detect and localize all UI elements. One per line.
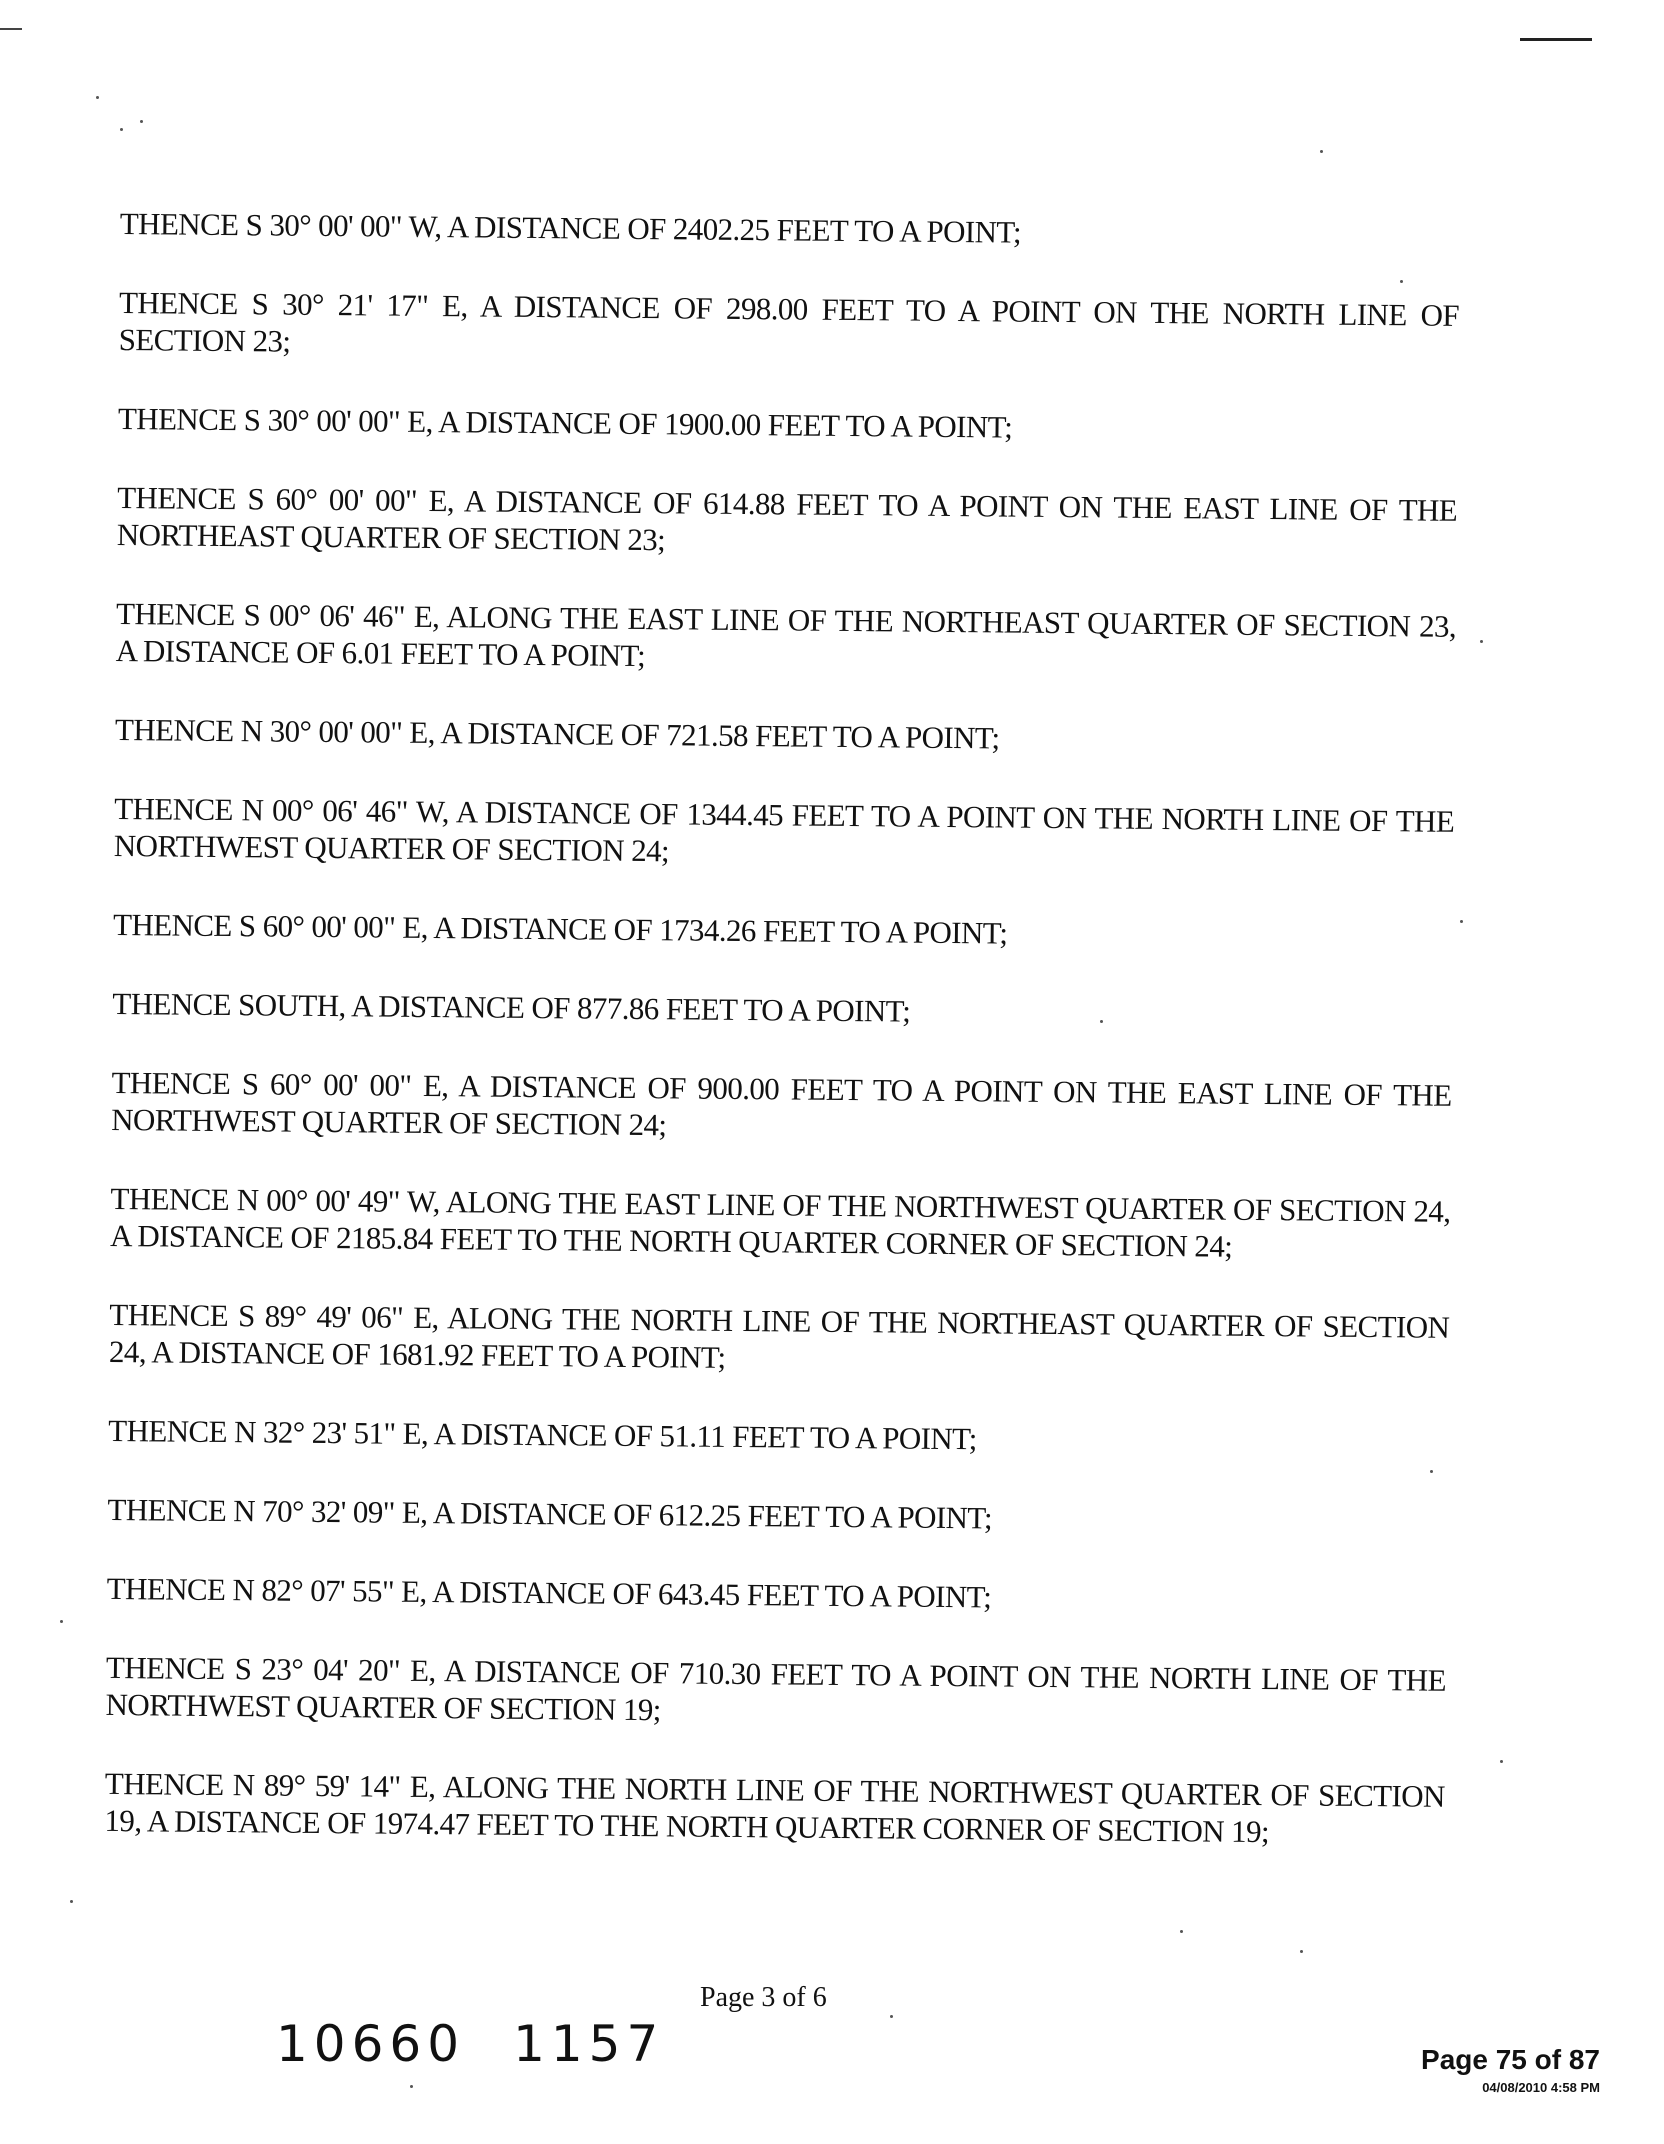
scan-speck: [1180, 1930, 1183, 1933]
book-page-number: 1157: [513, 2015, 665, 2073]
scan-speck: [60, 1620, 63, 1623]
scan-speck: [410, 2085, 413, 2088]
call-paragraph: THENCE N 82° 07' 55" E, A DISTANCE OF 643.45 FEET TO A POINT;: [106, 1570, 992, 1615]
scan-speck: [1320, 150, 1323, 153]
scan-speck: [1430, 1470, 1433, 1473]
scan-speck: [1480, 640, 1483, 643]
call-paragraph: THENCE S 23° 04' 20" E, A DISTANCE OF 710.30 FEET TO A POINT ON THE NORTH LINE OF THE NORTHWEST QUARTER OF SECTION 19;: [105, 1649, 1447, 1728]
call-paragraph: THENCE N 00° 06' 46" W, A DISTANCE OF 1344.45 FEET TO A POINT ON THE NORTH LINE OF THE NORTHWEST QUARTER OF SECTION 24;: [113, 790, 1455, 869]
call-paragraph: THENCE N 00° 00' 49" W, ALONG THE EAST LINE OF THE NORTHWEST QUARTER OF SECTION 24, A DISTANCE OF 2185.84 FEET TO THE NORTH QUARTER CORNER OF SECTION 24;: [109, 1180, 1451, 1264]
stamp-timestamp: 04/08/2010 4:58 PM: [1482, 2080, 1600, 2095]
call-paragraph: THENCE S 30° 00' 00" W, A DISTANCE OF 2402.25 FEET TO A POINT;: [119, 205, 1022, 250]
recording-stamp: [1421, 2044, 1600, 2095]
scan-speck: [96, 96, 99, 99]
legal-description-body: [104, 205, 1460, 1894]
scan-speck: [70, 1900, 73, 1903]
stamp-page-count: Page 75 of 87: [1421, 2044, 1600, 2075]
call-paragraph: THENCE S 60° 00' 00" E, A DISTANCE OF 900.00 FEET TO A POINT ON THE EAST LINE OF THE NORTHWEST QUARTER OF SECTION 24;: [111, 1064, 1452, 1143]
call-paragraph: THENCE S 60° 00' 00" E, A DISTANCE OF 614.88 FEET TO A POINT ON THE EAST LINE OF THE NORTHEAST QUARTER OF SECTION 23;: [116, 479, 1458, 558]
call-paragraph: THENCE S 30° 00' 00" E, A DISTANCE OF 1900.00 FEET TO A POINT;: [117, 400, 1013, 445]
scan-mark-top-left: [0, 28, 22, 30]
call-paragraph: THENCE S 89° 49' 06" E, ALONG THE NORTH LINE OF THE NORTHEAST QUARTER OF SECTION 24, A DISTANCE OF 1681.92 FEET TO A POINT;: [108, 1296, 1450, 1375]
scan-speck: [140, 120, 143, 123]
book-number: 10660: [276, 2015, 466, 2073]
call-paragraph: THENCE S 30° 21' 17" E, A DISTANCE OF 298.00 FEET TO A POINT ON THE NORTH LINE OF SECTION 23;: [118, 284, 1460, 359]
book-page-reference: [276, 2015, 712, 2073]
scan-speck: [1500, 1760, 1503, 1763]
call-paragraph: THENCE S 60° 00' 00" E, A DISTANCE OF 1734.26 FEET TO A POINT;: [112, 906, 1008, 951]
call-paragraph: THENCE SOUTH, A DISTANCE OF 877.86 FEET TO A POINT;: [112, 985, 911, 1029]
call-paragraph: THENCE N 30° 00' 00" E, A DISTANCE OF 721.58 FEET TO A POINT;: [114, 711, 1000, 756]
scan-speck: [1400, 280, 1403, 283]
page-number: Page 3 of 6: [700, 1982, 827, 2013]
scan-speck: [1300, 1950, 1303, 1953]
scan-mark-top-right: [1520, 38, 1592, 41]
call-paragraph: THENCE N 70° 32' 09" E, A DISTANCE OF 612.25 FEET TO A POINT;: [107, 1491, 993, 1536]
call-paragraph: THENCE S 00° 06' 46" E, ALONG THE EAST LINE OF THE NORTHEAST QUARTER OF SECTION 23, A DISTANCE OF 6.01 FEET TO A POINT;: [115, 595, 1457, 674]
call-paragraph: THENCE N 89° 59' 14" E, ALONG THE NORTH LINE OF THE NORTHWEST QUARTER OF SECTION 19, A DISTANCE OF 1974.47 FEET TO THE NORTH QUARTER CORNER OF SECTION 19;: [104, 1765, 1445, 1850]
scan-speck: [1460, 920, 1463, 923]
call-paragraph: THENCE N 32° 23' 51" E, A DISTANCE OF 51.11 FEET TO A POINT;: [108, 1412, 977, 1457]
scan-speck: [890, 2015, 893, 2018]
scan-speck: [1100, 1020, 1103, 1023]
scan-speck: [120, 128, 123, 131]
